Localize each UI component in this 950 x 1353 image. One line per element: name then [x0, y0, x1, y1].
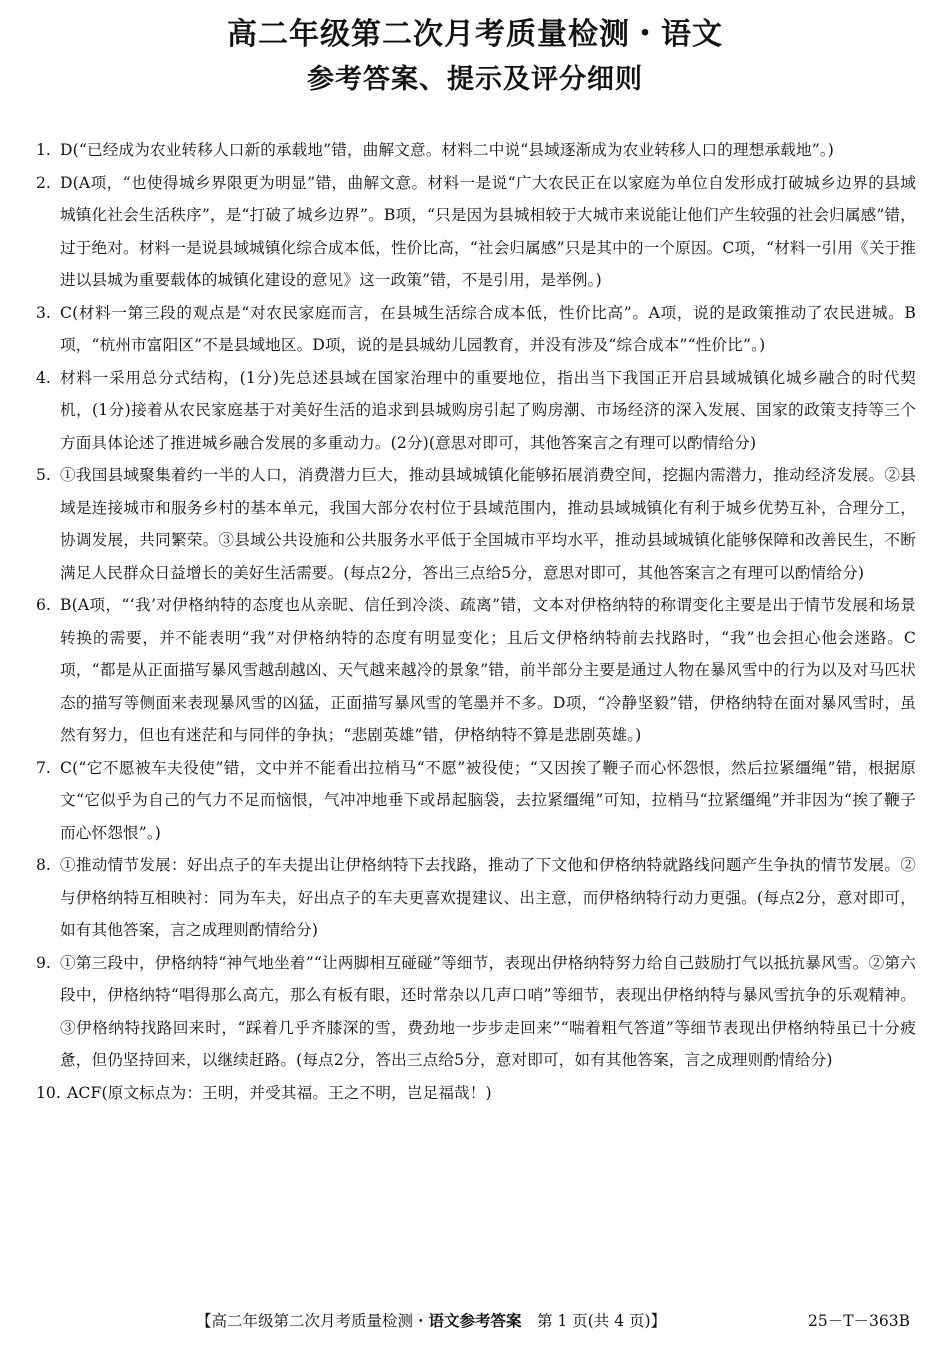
footer-page-number: 第 1 页(共 4 页)	[521, 1312, 651, 1330]
answer-item-7	[36, 752, 916, 850]
answer-text: D(A项，“也使得城乡界限更为明显”错，曲解文意。材料一是说“广大农民正在以家庭为单位自发形成打破城乡边界的县域城镇化社会生活秩序”，是“打破了城乡边界”。B项，“只是因为县城相较于大城市来说能让他们产生较强的社会归属感”错，过于绝对。材料一是说县域城镇化综合成本低，性价比高，“社会归属感”只是其中的一个原因。C项，“材料一引用《关于推进以县城为重要载体的城镇化建设的意见》这一政策”错，不是引用，是举例。)	[60, 173, 916, 289]
answer-item-5	[36, 459, 916, 589]
footer-open-bracket: 【	[196, 1312, 212, 1330]
footer-exam-name: 高二年级第二次月考质量检测・	[211, 1312, 429, 1330]
answer-number: 3.	[36, 303, 51, 322]
answer-text: 材料一采用总分式结构，(1分)先总述县域在国家治理中的重要地位，指出当下我国正开启县域城镇化城乡融合的时代契机，(1分)接着从农民家庭基于对美好生活的追求到县城购房引起了购房潮、市场经济的深入发展、国家的政策支持等三个方面具体论述了推进城乡融合发展的多重动力。(2分)(意思对即可，其他答案言之有理可以酌情给分)	[60, 368, 916, 452]
answer-text: C(“它不愿被车夫役使”错，文中并不能看出拉梢马“不愿”被役使；“又因挨了鞭子而心怀怨恨，然后拉紧缰绳”错，根据原文“它似乎为自己的气力不足而恼恨，气冲冲地垂下或昂起脑袋，去拉紧缰绳”可知，拉梢马“拉紧缰绳”并非因为“挨了鞭子而心怀怨恨”。)	[60, 758, 916, 842]
answer-number: 6.	[36, 596, 51, 614]
answer-item-3	[36, 297, 916, 362]
answer-item-6	[36, 589, 916, 752]
answer-list	[36, 134, 916, 1109]
answer-number: 5.	[36, 466, 51, 484]
answer-number: 10.	[36, 1083, 61, 1102]
page-title: 高二年级第二次月考质量检测・语文	[227, 17, 723, 52]
answer-number: 4.	[36, 368, 51, 387]
answer-item-8	[36, 849, 916, 947]
answer-text: D(“已经成为农业转移人口新的承载地”错，曲解文意。材料二中说“县域逐渐成为农业转移人口的理想承载地”。)	[60, 141, 835, 159]
answer-text: C(材料一第三段的观点是“对农民家庭而言，在县城生活综合成本低，性价比高”。A项，说的是政策推动了农民进城。B项，“杭州市富阳区”不是县域地区。D项，说的是县城幼儿园教育，并没有涉及“综合成本”“性价比”。)	[60, 303, 916, 354]
answer-text: ①我国县域聚集着约一半的人口，消费潜力巨大，推动县域城镇化能够拓展消费空间，挖掘内需潜力，推动经济发展。②县域是连接城市和服务乡村的基本单元，我国大部分农村位于县域范围内，推动县域城镇化有利于城乡优势互补，合理分工，协调发展，共同繁荣。③县域公共设施和公共服务水平低于全国城市平均水平，推动县域城镇化能够保障和改善民生，不断满足人民群众日益增长的美好生活需要。(每点2分，答出三点给5分，意思对即可，其他答案言之有理可以酌情给分)	[60, 466, 916, 582]
footer-close-bracket: 】	[650, 1312, 667, 1330]
answer-item-9	[36, 947, 916, 1077]
answer-text: ACF(原文标点为：王明，并受其福。王之不明，岂足福哉！)	[67, 1083, 492, 1102]
answer-text: B(A项，“‘我’对伊格纳特的态度也从亲昵、信任到冷淡、疏离”错，文本对伊格纳特的称谓变化主要是出于情节发展和场景转换的需要，并不能表明“我”对伊格纳特的态度有明显变化；且后文伊格纳特前去找路时，“我”也会担心他会迷路。C项，“都是从正面描写暴风雪越刮越凶、天气越来越冷的景象”错，前半部分主要是通过人物在暴风雪中的行为以及对马匹状态的描写等侧面来表现暴风雪的凶猛，正面描写暴风雪的笔墨并不多。D项，“冷静坚毅”错，伊格纳特在面对暴风雪时，虽然有努力，但也有迷茫和与同伴的争执；“悲剧英雄”错，伊格纳特不算是悲剧英雄。)	[60, 596, 916, 744]
footer-subject: 语文参考答案	[428, 1312, 522, 1330]
footer-code: 25－T－363B	[808, 1312, 911, 1330]
answer-text: ①推动情节发展：好出点子的车夫提出让伊格纳特下去找路，推动了下文他和伊格纳特就路线问题产生争执的情节发展。②与伊格纳特互相映衬：同为车夫，好出点子的车夫更喜欢提建议、出主意，而伊格纳特行动力更强。(每点2分，意对即可，如有其他答案，言之成理则酌情给分)	[60, 856, 916, 939]
footer-label	[196, 1308, 666, 1334]
answer-number: 7.	[36, 758, 51, 777]
page-subtitle: 参考答案、提示及评分细则	[307, 64, 643, 95]
answer-item-2	[36, 167, 916, 297]
answer-item-10	[36, 1077, 916, 1110]
answer-text: ①第三段中，伊格纳特“神气地坐着”“让两脚相互碰碰”等细节，表现出伊格纳特努力给自己鼓励打气以抵抗暴风雪。②第六段中，伊格纳特“唱得那么高亢，那么有板有眼，还时常杂以几声口哨”等细节，表现出伊格纳特与暴风雪抗争的乐观精神。③伊格纳特找路回来时，“踩着几乎齐膝深的雪，费劲地一步步走回来”“喘着粗气答道”等细节表现出伊格纳特虽已十分疲惫，但仍坚持回来，以继续赶路。(每点2分，答出三点给5分，意对即可，如有其他答案，言之成理则酌情给分)	[60, 953, 916, 1069]
answer-item-1	[36, 134, 916, 167]
answer-number: 9.	[36, 953, 51, 972]
answer-number: 2.	[36, 173, 51, 192]
answer-number: 8.	[36, 856, 51, 874]
answer-item-4	[36, 362, 916, 460]
answer-number: 1.	[36, 141, 51, 159]
page-footer	[0, 1308, 950, 1334]
